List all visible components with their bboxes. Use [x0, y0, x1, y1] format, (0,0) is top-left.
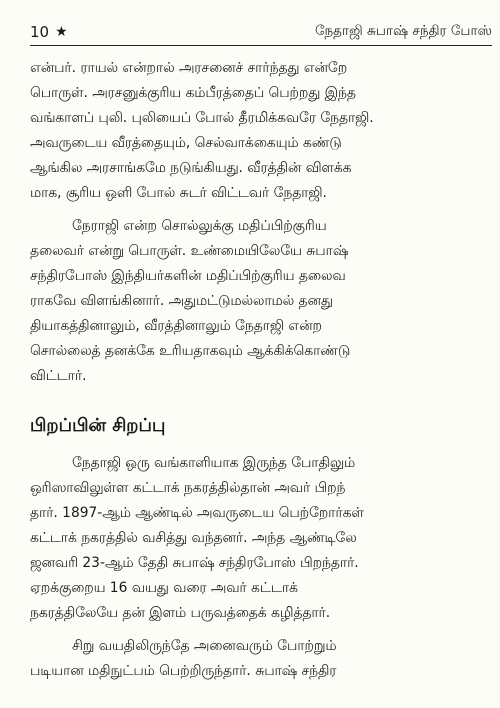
text-line: ஏறக்குறைய 16 வயது வரை அவர் கட்டாக்: [30, 580, 298, 596]
text-line: சிறு வயதிலிருந்தே அனைவரும் போற்றும்: [72, 638, 337, 654]
text-line: விட்டார்.: [30, 368, 87, 384]
page-number: 10: [30, 23, 50, 41]
text-line: நேதாஜி ஒரு வங்காளியாக இருந்த போதிலும்: [72, 455, 356, 471]
text-line: சொல்லைத் தனக்கே உரியதாகவும் ஆக்கிக்கொண்டு: [30, 343, 351, 359]
text-line: ஆங்கில அரசாங்கமே நடுங்கியது. வீரத்தின் விளக்க: [30, 160, 352, 176]
book-title: நேதாஜி சுபாஷ் சந்திர போஸ்: [314, 23, 492, 39]
paragraph-1: [30, 56, 492, 206]
text-line: அவருடைய வீரத்தையும், செல்வாக்கையும் கண்டு: [30, 135, 342, 151]
text-line: பொருள். அரசனுக்குரிய கம்பீரத்தைப் பெற்றது இந்த: [30, 85, 356, 101]
text-line: படியான மதிநுட்பம் பெற்றிருந்தார். சுபாஷ் சந்திர: [30, 663, 337, 679]
text-line: நகரத்திலேயே தன் இளம் பருவத்தைக் கழித்தார்.: [30, 605, 331, 621]
text-line: வங்காளப் புலி. புலியைப் போல் தீரமிக்கவரே நேதாஜி.: [30, 110, 374, 126]
text-line: கட்டாக் நகரத்தில் வசித்து வந்தனர். அந்த ஆண்டிலே: [30, 530, 357, 546]
text-line: ஜனவரி 23-ஆம் தேதி சுபாஷ் சந்திரபோஸ் பிறந்தார்.: [30, 555, 359, 571]
text-line: என்பர். ராயல் என்றால் அரசனைச் சார்ந்தது என்றே: [30, 60, 348, 76]
text-line: மாக, சூரிய ஒளி போல் சுடர் விட்டவர் நேதாஜி.: [30, 185, 327, 201]
paragraph-4: [30, 634, 492, 684]
star-icon: ★: [55, 24, 68, 40]
text-line: தியாகத்தினாலும், வீரத்தினாலும் நேதாஜி என்ற: [30, 318, 322, 334]
section-heading: பிறப்பின் சிறப்பு: [30, 415, 166, 436]
paragraph-3: [30, 451, 492, 626]
paragraph-2: [30, 214, 492, 389]
text-line: தார். 1897-ஆம் ஆண்டில் அவருடைய பெற்றோர்கள்: [30, 505, 364, 521]
page-body: [30, 56, 492, 684]
page-number-group: [30, 23, 68, 41]
running-header: [30, 12, 492, 46]
text-line: தலைவர் என்று பொருள். உண்மையிலேயே சுபாஷ்: [30, 243, 349, 259]
text-line: ஒரிஸாவிலுள்ள கட்டாக் நகரத்தில்தான் அவர் பிறந்: [30, 480, 346, 496]
text-line: ராகவே விளங்கினார். அதுமட்டுமல்லாமல் தனது: [30, 293, 333, 309]
text-line: நேராஜி என்ற சொல்லுக்கு மதிப்பிற்குரிய: [72, 218, 327, 234]
text-line: சந்திரபோஸ் இந்தியர்களின் மதிப்பிற்குரிய தலைவ: [30, 268, 346, 284]
